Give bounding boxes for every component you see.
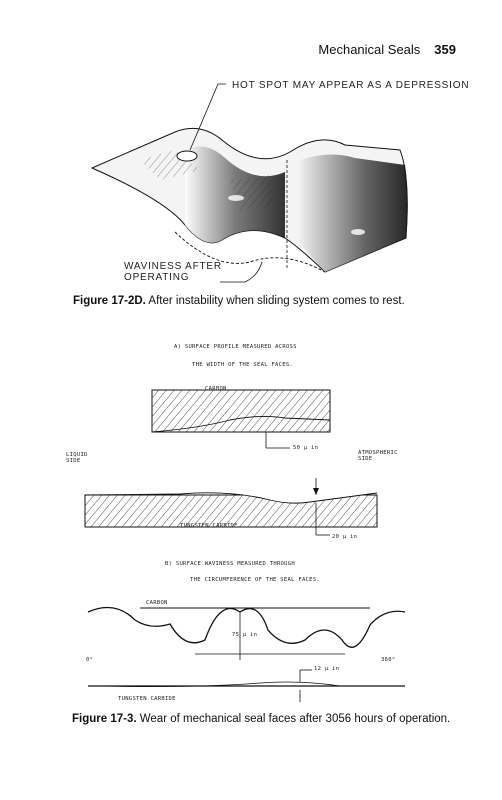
tungsten-label-a: TUNGSTEN CARBIDE bbox=[180, 523, 238, 529]
figure-17-2d-text: After instability when sliding system comes to rest. bbox=[148, 295, 405, 307]
tungsten-label-b: TUNGSTEN CARBIDE bbox=[118, 696, 176, 702]
measure-12: 12 μ in bbox=[314, 666, 340, 672]
measure-75: 75 μ in bbox=[232, 632, 258, 638]
figure-17-2d-number: Figure 17-2D. bbox=[73, 295, 146, 307]
part-a-heading-2: THE WIDTH OF THE SEAL FACES. bbox=[192, 362, 294, 368]
degree-0: 0° bbox=[86, 657, 94, 663]
figure-17-3-caption bbox=[72, 713, 450, 725]
figure-17-3-text: Wear of mechanical seal faces after 3056 hours of operation. bbox=[139, 713, 451, 725]
carbon-label-a: CARBON bbox=[205, 386, 227, 392]
figure-17-2d-caption bbox=[73, 295, 405, 307]
carbon-label-b: CARBON bbox=[146, 600, 168, 606]
figure-17-3-number: Figure 17-3. bbox=[72, 713, 137, 725]
page-number: 359 bbox=[434, 42, 456, 57]
degree-360: 360° bbox=[381, 657, 396, 663]
section-title: Mechanical Seals bbox=[318, 42, 421, 57]
liquid-side-label: LIQUID SIDE bbox=[66, 452, 88, 464]
atmospheric-side-label: ATMOSPHERIC SIDE bbox=[358, 450, 398, 462]
waviness-trace-b bbox=[88, 608, 405, 703]
part-a-heading-1: A) SURFACE PROFILE MEASURED ACROSS bbox=[174, 344, 297, 350]
measure-20: 20 μ in bbox=[332, 534, 358, 540]
waviness-illustration bbox=[92, 84, 408, 282]
waviness-label: WAVINESS AFTER OPERATING bbox=[124, 261, 222, 283]
part-b-heading-2: THE CIRCUMFERENCE OF THE SEAL FACES. bbox=[190, 577, 321, 583]
part-b-heading-1: B) SURFACE WAVINESS MEASURED THROUGH bbox=[165, 561, 296, 567]
carbon-profile-a bbox=[152, 390, 330, 448]
measure-50: 50 μ in bbox=[293, 445, 319, 451]
hot-spot-label: HOT SPOT MAY APPEAR AS A DEPRESSION bbox=[232, 80, 470, 91]
